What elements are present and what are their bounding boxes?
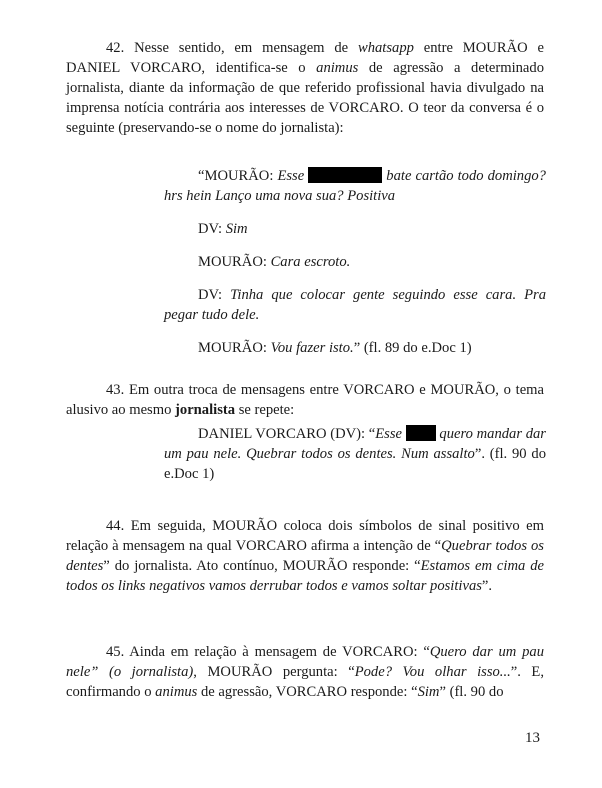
- quote-block-2: DANIEL VORCARO (DV): “Esse quero mandar dar um pau nele. Quebrar todos os dentes. Num assalto”. (fl. 90 do e.Doc 1): [164, 426, 546, 482]
- paragraph-42: 42. Nesse sentido, em mensagem de whatsapp entre MOURÃO e DANIEL VORCARO, identifica-se o animus de agressão a determinado jornalista, diante da informação de que referido profissional havia divulgado na imprensa notícia contrária aos interesses de VORCARO. O teor da conversa é o seguinte (preservando-se o nome do jornalista):: [66, 40, 544, 136]
- quote-line: MOURÃO: Vou fazer isto.” (fl. 89 do e.Doc 1): [198, 340, 472, 356]
- paragraph-number: 44.: [106, 518, 125, 534]
- quote-line: “MOURÃO: Esse bate cartão todo domingo? hrs hein Lanço uma nova sua? Positiva: [164, 168, 546, 204]
- paragraph-number: 45.: [106, 644, 125, 660]
- paragraph-number: 43.: [106, 382, 125, 398]
- paragraph-43: 43. Em outra troca de mensagens entre VORCARO e MOURÃO, o tema alusivo ao mesmo jornalista se repete:: [66, 382, 544, 418]
- paragraph-45: 45. Ainda em relação à mensagem de VORCARO: “Quero dar um pau nele” (o jornalista), MOURÃO pergunta: “Pode? Vou olhar isso...”. E, confirmando o animus de agressão, VORCARO responde: “Sim” (fl. 90 do: [66, 644, 544, 700]
- page-number: 13: [525, 730, 540, 746]
- redaction-bar: [308, 167, 382, 183]
- paragraph-number: 42.: [106, 40, 125, 56]
- quote-line: DV: Tinha que colocar gente seguindo esse cara. Pra pegar tudo dele.: [164, 287, 546, 323]
- quote-line: MOURÃO: Cara escroto.: [198, 254, 351, 270]
- quote-line: DV: Sim: [198, 221, 248, 237]
- paragraph-44: 44. Em seguida, MOURÃO coloca dois símbolos de sinal positivo em relação à mensagem na qual VORCARO afirma a intenção de “Quebrar todos os dentes” do jornalista. Ato contínuo, MOURÃO responde: “Estamos em cima de todos os links negativos vamos derrubar todos e vamos soltar positivas”.: [66, 518, 544, 594]
- quote-block-1: [164, 166, 546, 358]
- redaction-bar: [406, 425, 436, 441]
